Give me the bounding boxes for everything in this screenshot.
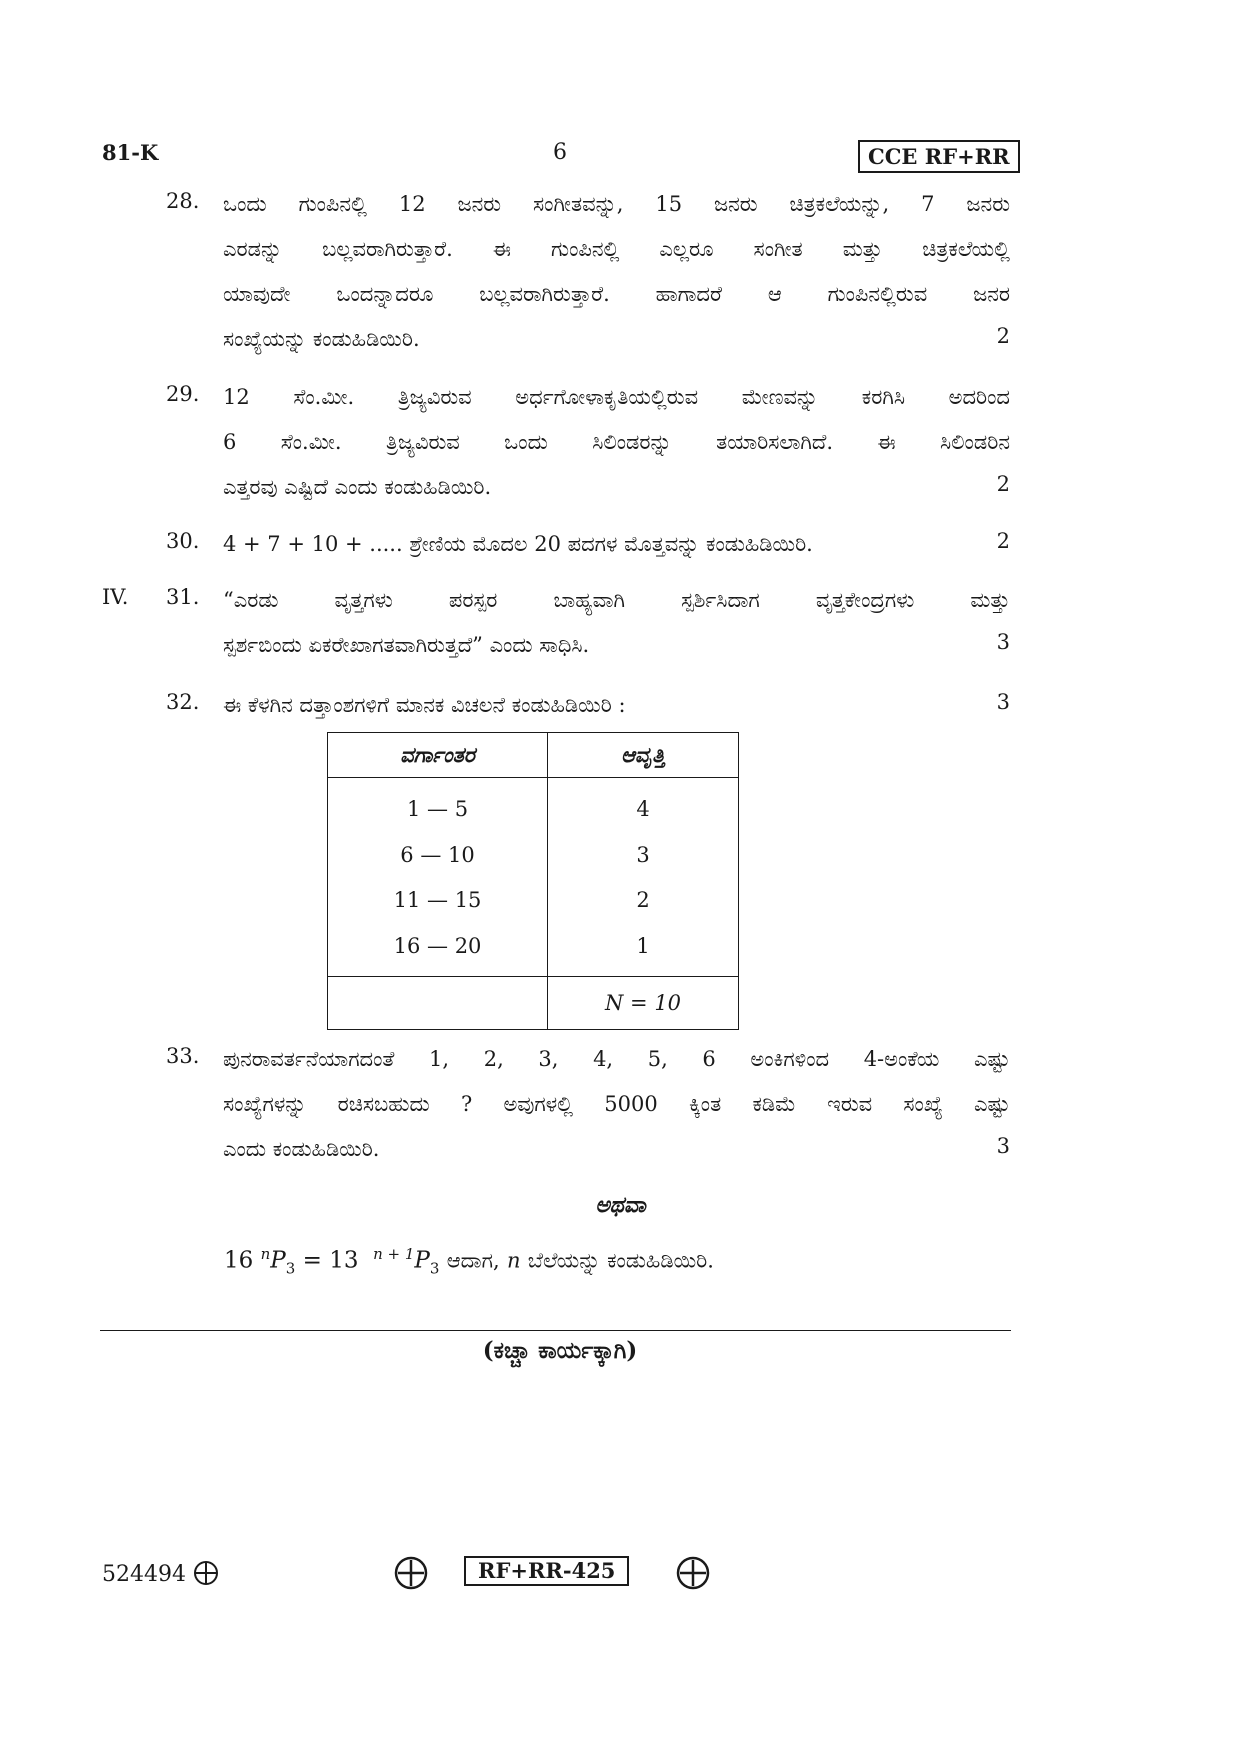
- question-line: ಎರಡನ್ನು ಬಲ್ಲವರಾಗಿರುತ್ತಾರೆ. ಈ ಗುಂಪಿನಲ್ಲಿ ಎಲ್ಲರೂ ಸಂಗೀತ ಮತ್ತು ಚಿತ್ರಕಲೆಯಲ್ಲಿ: [223, 237, 1010, 261]
- registration-mark-icon: [676, 1556, 710, 1590]
- question-line: ಈ ಕೆಳಗಿನ ದತ್ತಾಂಶಗಳಿಗೆ ಮಾನಕ ವಿಚಲನೆ ಕಂಡುಹಿಡಿಯಿರಿ :: [223, 693, 626, 717]
- series-box: CCE RF+RR: [858, 140, 1020, 173]
- table-total: N = 10: [548, 977, 739, 1030]
- table-cell: 1 — 5: [406, 797, 469, 821]
- question-line: “ಎರಡು ವೃತ್ತಗಳು ಪರಸ್ಪರ ಬಾಹ್ಯವಾಗಿ ಸ್ಪರ್ಶಿಸಿದಾಗ ವೃತ್ತಕೇಂದ್ರಗಳು ಮತ್ತು: [223, 588, 1010, 612]
- table-cell: 3: [636, 842, 650, 867]
- question-marks: 2: [996, 472, 1010, 496]
- question-30: [166, 529, 1010, 574]
- question-33: [166, 1044, 1010, 1179]
- table-cell: 16 — 20: [393, 933, 482, 958]
- footer-serial-text: 524494: [102, 1562, 186, 1587]
- formula-p: P: [414, 1247, 430, 1274]
- or-label: ಅಥವಾ: [595, 1192, 646, 1218]
- question-28: [166, 189, 1010, 369]
- table-cell-empty: [328, 977, 548, 1030]
- question-line: 12 ಸೆಂ.ಮೀ. ತ್ರಿಜ್ಯವಿರುವ ಅರ್ಧಗೋಳಾಕೃತಿಯಲ್ಲಿರುವ ಮೇಣವನ್ನು ಕರಗಿಸಿ ಅದರಿಂದ: [223, 385, 1010, 409]
- registration-mark-icon: [193, 1560, 219, 1586]
- alt-question-formula: [224, 1245, 714, 1277]
- question-line: ಪುನರಾವರ್ತನೆಯಾಗದಂತೆ 1, 2, 3, 4, 5, 6 ಅಂಕಿಗಳಿಂದ 4-ಅಂಕೆಯ ಎಷ್ಟು: [223, 1047, 1010, 1071]
- page-number: 6: [553, 140, 567, 165]
- table-header-class-interval: ವರ್ಗಾಂತರ: [328, 733, 548, 778]
- question-line: ಎತ್ತರವು ಎಷ್ಟಿದೆ ಎಂದು ಕಂಡುಹಿಡಿಯಿರಿ.: [223, 475, 492, 499]
- question-number: 31.: [166, 585, 200, 609]
- table-cell: 2: [636, 888, 650, 912]
- frequency-column: [548, 778, 739, 977]
- question-number: 28.: [166, 189, 200, 213]
- question-29: [166, 382, 1010, 517]
- question-number: 29.: [166, 382, 200, 406]
- frequency-table: [327, 732, 739, 1030]
- class-interval-column: [328, 778, 548, 977]
- table-cell: 11 — 15: [393, 888, 482, 912]
- question-marks: 3: [996, 1134, 1010, 1158]
- table-cell: 6 — 10: [400, 842, 475, 867]
- formula-tail: ಆದಾಗ,: [446, 1248, 500, 1273]
- registration-mark-icon: [394, 1556, 428, 1590]
- table-header-frequency: ಆವೃತ್ತಿ: [548, 733, 739, 778]
- question-line: ಸಂಖ್ಯೆಯನ್ನು ಕಂಡುಹಿಡಿಯಿರಿ.: [223, 327, 420, 351]
- formula-variable: n: [506, 1248, 521, 1273]
- question-marks: 2: [996, 529, 1010, 553]
- question-line: ಯಾವುದೇ ಒಂದನ್ನಾದರೂ ಬಲ್ಲವರಾಗಿರುತ್ತಾರೆ. ಹಾಗಾದರೆ ಆ ಗುಂಪಿನಲ್ಲಿರುವ ಜನರ: [223, 282, 1010, 306]
- question-line: ಸಂಖ್ಯೆಗಳನ್ನು ರಚಿಸಬಹುದು ? ಅವುಗಳಲ್ಲಿ 5000 ಕ್ಕಿಂತ ಕಡಿಮೆ ಇರುವ ಸಂಖ್ಯೆ ಎಷ್ಟು: [223, 1092, 1010, 1116]
- paper-code: 81-K: [102, 140, 159, 165]
- footer-code-box: RF+RR-425: [464, 1556, 629, 1586]
- question-line: 4 + 7 + 10 + ..... ಶ್ರೇಣಿಯ ಮೊದಲ 20 ಪದಗಳ ಮೊತ್ತವನ್ನು ಕಂಡುಹಿಡಿಯಿರಿ.: [223, 532, 813, 556]
- question-number: 32.: [166, 690, 200, 714]
- table-cell: 4: [636, 797, 650, 821]
- question-marks: 2: [996, 324, 1010, 348]
- formula-subscript: 3: [429, 1259, 440, 1278]
- table-cell: 1: [636, 933, 650, 958]
- formula-superscript: n + 1: [373, 1245, 415, 1263]
- question-line: ಎಂದು ಕಂಡುಹಿಡಿಯಿರಿ.: [223, 1137, 380, 1161]
- section-label: IV.: [102, 585, 129, 609]
- divider-line: [100, 1330, 1011, 1331]
- question-line: ಸ್ಪರ್ಶಬಿಂದು ಏಕರೇಖಾಗತವಾಗಿರುತ್ತದೆ” ಎಂದು ಸಾಧಿಸಿ.: [223, 633, 590, 657]
- formula-coefficient: 16: [224, 1247, 254, 1274]
- question-marks: 3: [996, 630, 1010, 654]
- question-marks: 3: [996, 690, 1010, 714]
- rough-work-label: (ಕಚ್ಚಾ ಕಾರ್ಯಕ್ಕಾಗಿ): [482, 1337, 638, 1364]
- formula-tail: ಬೆಲೆಯನ್ನು ಕಂಡುಹಿಡಿಯಿರಿ.: [527, 1248, 714, 1273]
- question-number: 33.: [166, 1044, 200, 1068]
- formula-equals: = 13: [302, 1247, 359, 1274]
- formula-p: P: [270, 1247, 286, 1274]
- question-line: 6 ಸೆಂ.ಮೀ. ತ್ರಿಜ್ಯವಿರುವ ಒಂದು ಸಿಲಿಂಡರನ್ನು ತಯಾರಿಸಲಾಗಿದೆ. ಈ ಸಿಲಿಂಡರಿನ: [223, 430, 1010, 454]
- question-line: ಒಂದು ಗುಂಪಿನಲ್ಲಿ 12 ಜನರು ಸಂಗೀತವನ್ನು, 15 ಜನರು ಚಿತ್ರಕಲೆಯನ್ನು, 7 ಜನರು: [223, 192, 1010, 216]
- question-32: [166, 690, 1010, 735]
- formula-superscript: n: [260, 1245, 271, 1263]
- formula-subscript: 3: [285, 1259, 296, 1278]
- footer-serial: [102, 1560, 219, 1587]
- question-31: [166, 585, 1010, 675]
- question-number: 30.: [166, 529, 200, 553]
